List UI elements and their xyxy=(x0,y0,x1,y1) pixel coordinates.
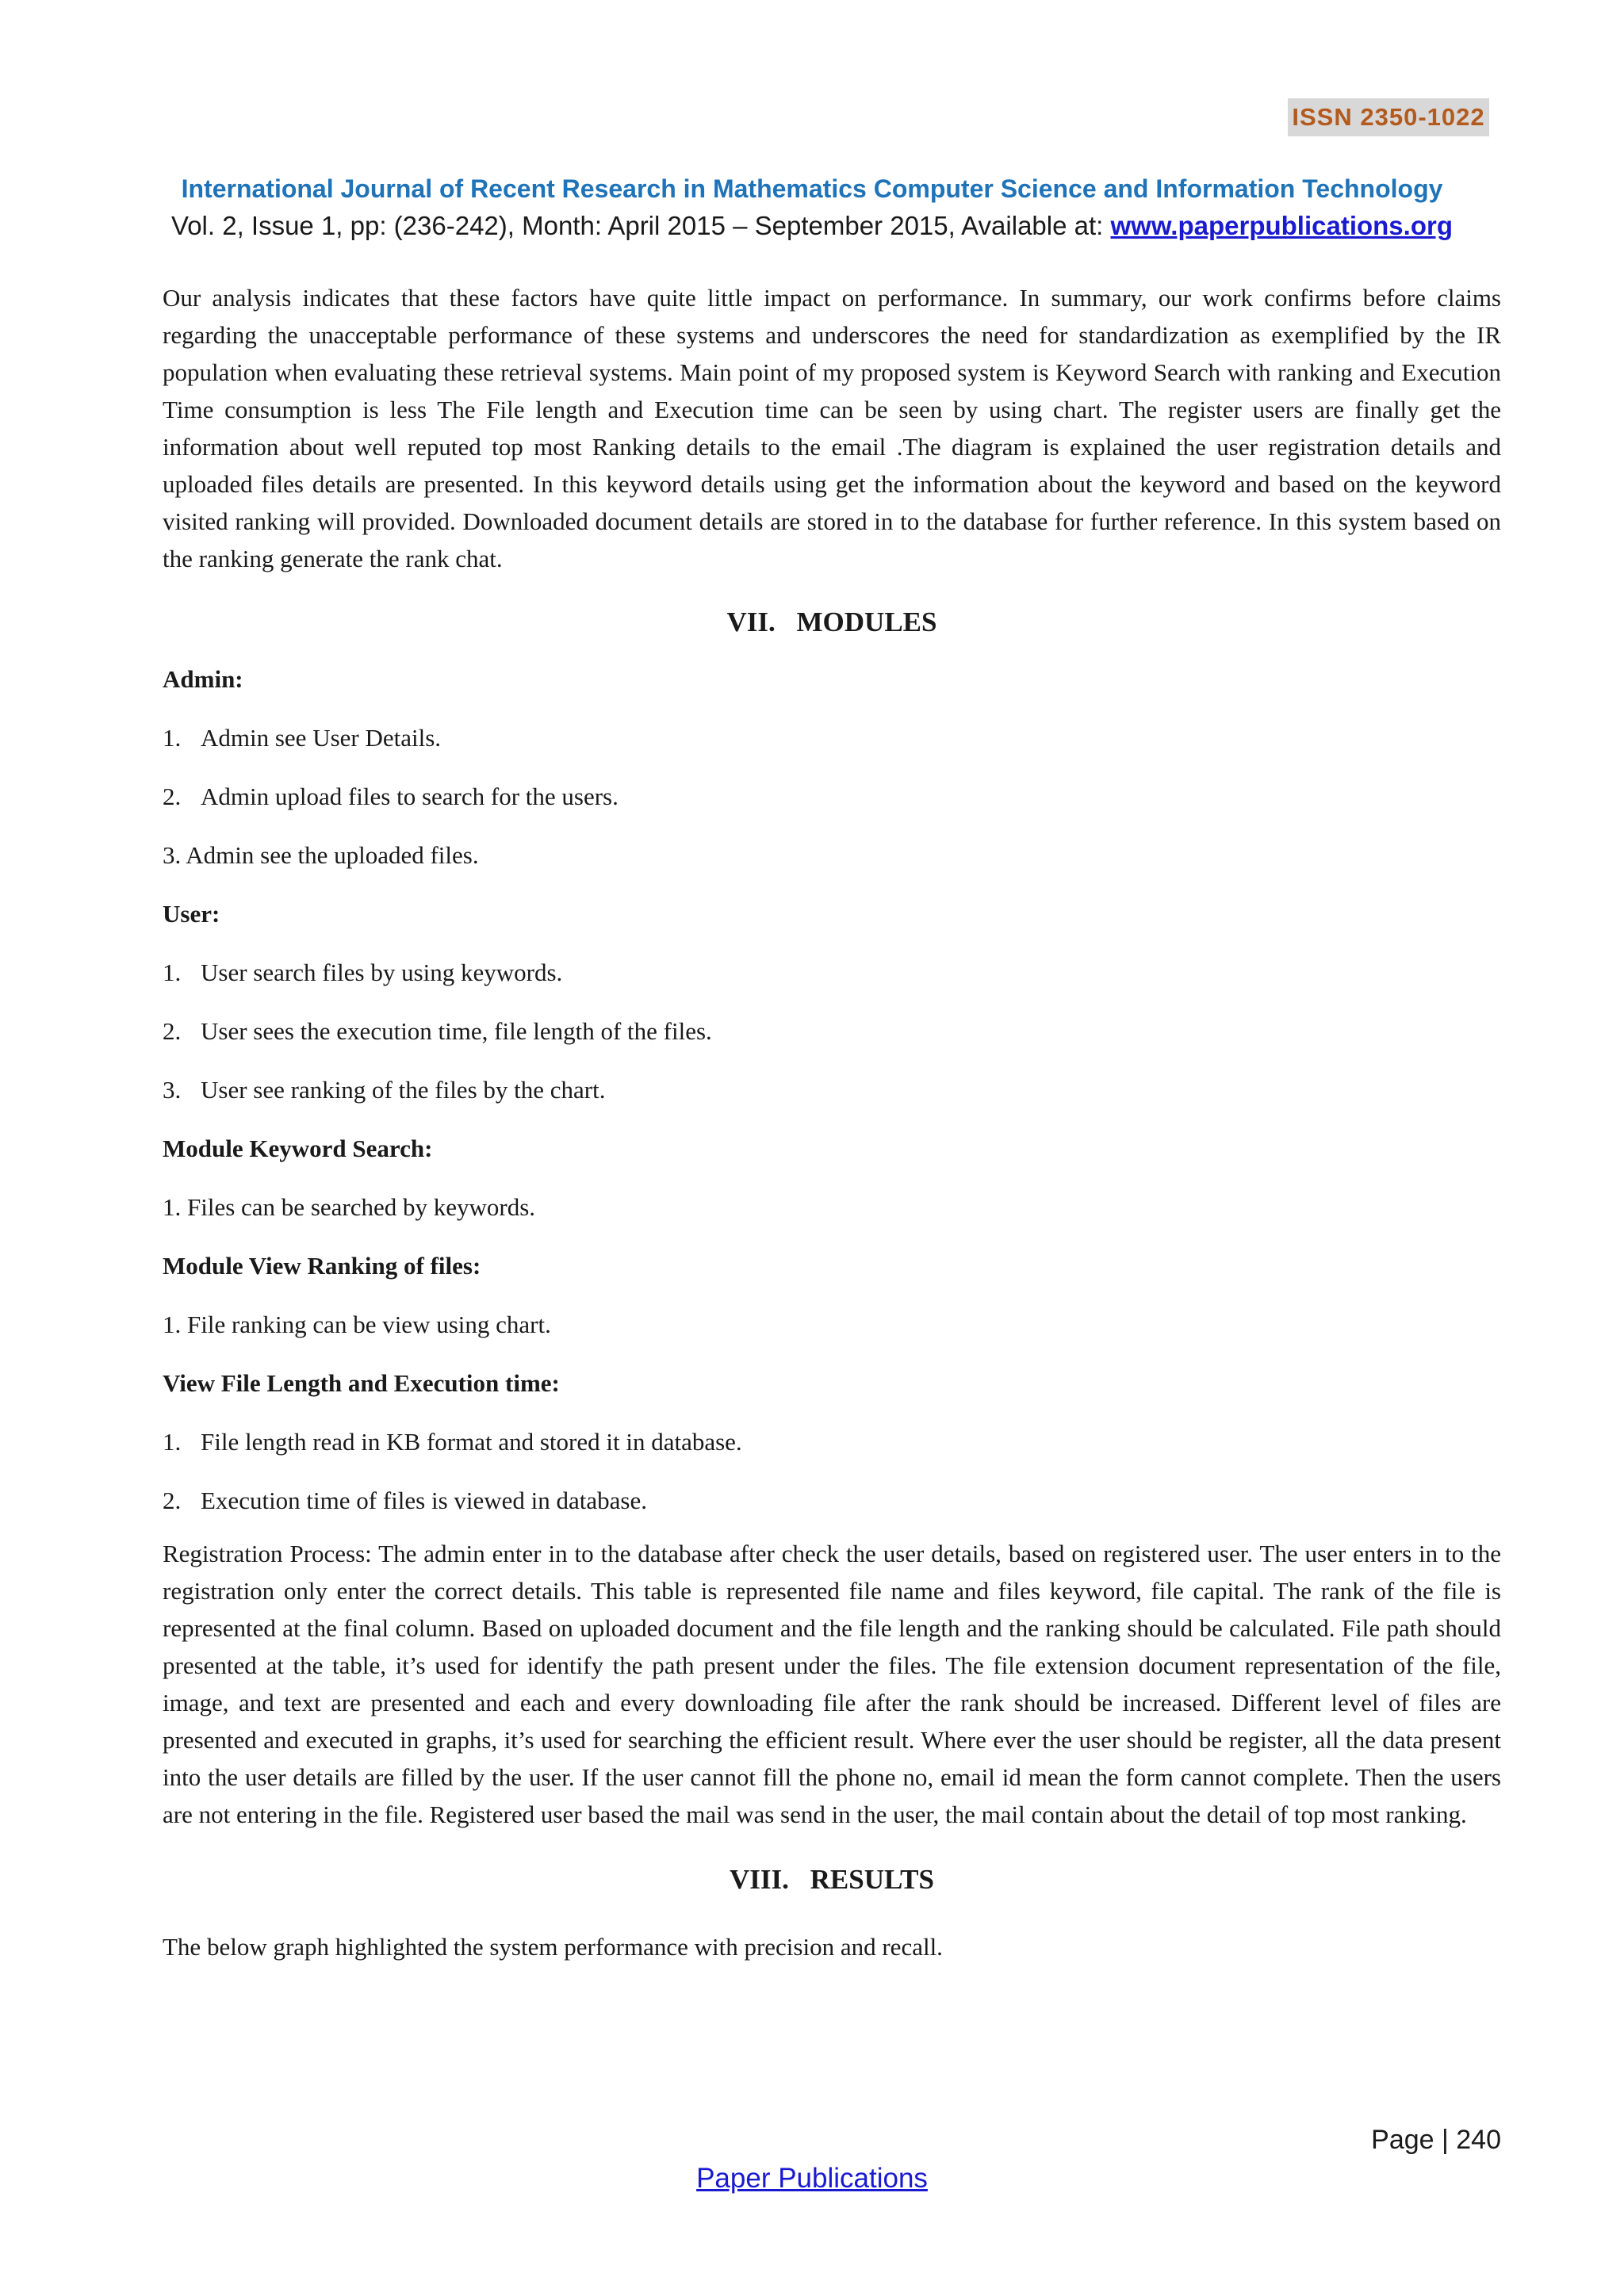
list-item: 2. Admin upload files to search for the users. xyxy=(163,783,619,810)
admin-heading: Admin: xyxy=(163,665,243,693)
page-number: Page | 240 xyxy=(1371,2125,1501,2155)
issn-badge: ISSN 2350-1022 xyxy=(1288,98,1489,136)
article-body xyxy=(163,279,1501,1965)
journal-info-text: Vol. 2, Issue 1, pp: (236-242), Month: April 2015 – September 2015, Available at: xyxy=(171,211,1111,240)
journal-url-link[interactable]: www.paperpublications.org xyxy=(1110,211,1453,240)
journal-info xyxy=(0,208,1624,244)
list-item: 2. User sees the execution time, file length of the files. xyxy=(163,1017,712,1045)
intro-paragraph: Our analysis indicates that these factors have quite little impact on performance. In summary, our work confirms before claims regarding the unacceptable performance of these systems and underscores the need for standardization as exemplified by the IR population when evaluating these retrieval systems. Main point of my proposed system is Keyword Search with ranking and Execution Time consumption is less The File length and Execution time can be seen by using chart. The register users are finally get the information about well reputed top most Ranking details to the email .The diagram is explained the user registration details and uploaded files details are presented. In this keyword details using get the information about the keyword and based on the keyword visited ranking will provided. Downloaded document details are stored in to the database for further reference. In this system based on the ranking generate the rank chat. xyxy=(163,284,1501,572)
registration-paragraph: Registration Process: The admin enter in to the database after check the user details, based on registered user. The user enters in to the registration only enter the correct details. This table is represented file name and files keyword, file capital. The rank of the file is represented at the final column. Based on uploaded document and the file length and the ranking should be calculated. File path should presented at the table, it’s used for identify the path present under the files. The file extension document representation of the file, image, and text are presented and each and every downloading file after the rank should be increased. Different level of files are presented and executed in graphs, it’s used for searching the efficient result. Where ever the user should be register, all the data present into the user details are filled by the user. If the user cannot fill the phone no, email id mean the form cannot complete. Then the users are not entering in the file. Registered user based the mail was send in the user, the mail contain about the detail of top most ranking. xyxy=(163,1540,1501,1828)
list-item: 3. User see ranking of the files by the chart. xyxy=(163,1076,606,1104)
list-item: 1. Files can be searched by keywords. xyxy=(163,1193,536,1221)
file-length-heading: View File Length and Execution time: xyxy=(163,1369,560,1397)
list-item: 1. File ranking can be view using chart. xyxy=(163,1311,551,1338)
journal-title: International Journal of Recent Research in Mathematics Computer Science and Information Technology xyxy=(181,174,1443,203)
list-item: 1. User search files by using keywords. xyxy=(163,959,563,986)
list-item: 2. Execution time of files is viewed in database. xyxy=(163,1487,647,1514)
list-item: 1. File length read in KB format and stored it in database. xyxy=(163,1428,742,1456)
section-heading-modules: VII. MODULES xyxy=(726,607,937,637)
publisher-link[interactable]: Paper Publications xyxy=(696,2163,928,2194)
list-item: 1. Admin see User Details. xyxy=(163,724,442,752)
section-heading-results: VIII. RESULTS xyxy=(730,1864,934,1895)
user-heading: User: xyxy=(163,900,220,928)
view-ranking-heading: Module View Ranking of files: xyxy=(163,1252,481,1280)
keyword-search-heading: Module Keyword Search: xyxy=(163,1135,433,1162)
list-item: 3. Admin see the uploaded files. xyxy=(163,841,479,869)
results-paragraph: The below graph highlighted the system performance with precision and recall. xyxy=(163,1933,943,1961)
